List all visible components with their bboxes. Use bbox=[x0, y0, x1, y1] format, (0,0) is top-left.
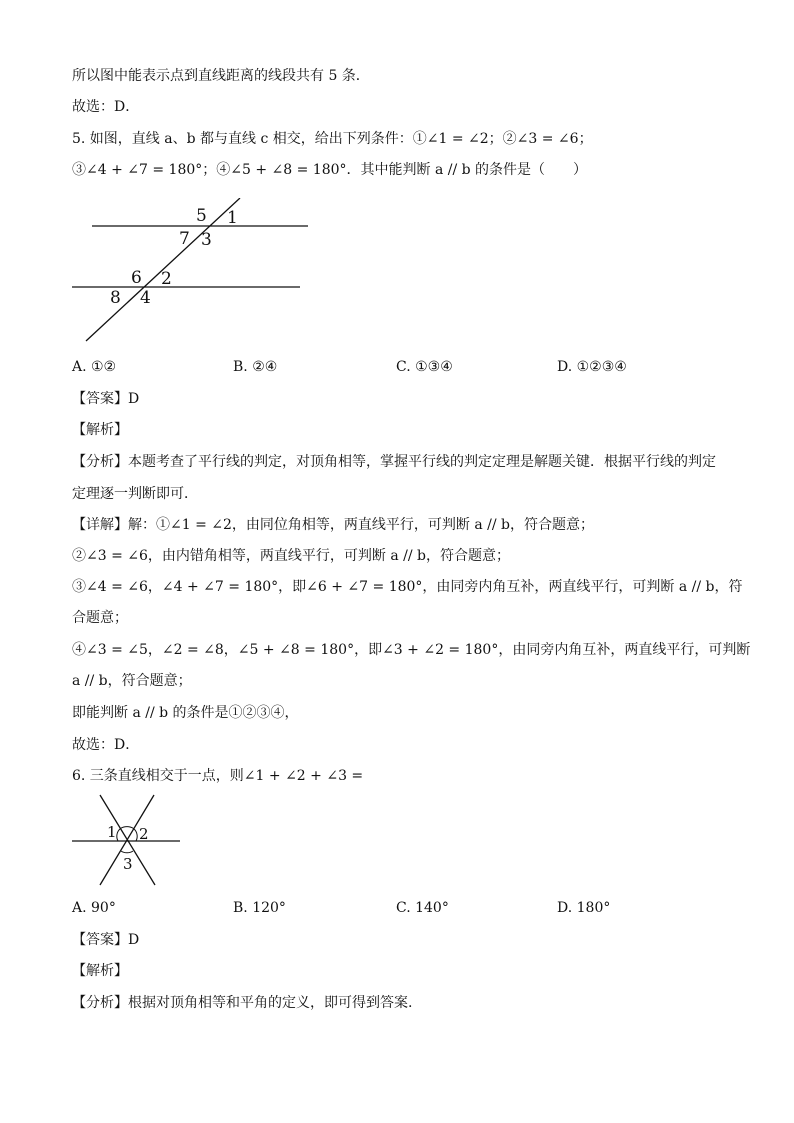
question-5-stem: ③∠4 + ∠7 = 180°；④∠5 + ∠8 = 180°．其中能判断 a // b 的条件是（ ） bbox=[72, 162, 588, 178]
angle-label: 5 bbox=[196, 206, 207, 226]
angle-label: 4 bbox=[140, 288, 151, 308]
question-5-stem: 5. 如图，直线 a、b 都与直线 c 相交，给出下列条件：①∠1 = ∠2；②∠3 = ∠6； bbox=[72, 131, 593, 147]
angle-label: 8 bbox=[110, 288, 121, 308]
figure-q5-parallel-lines bbox=[60, 198, 320, 346]
detail-text: ④∠3 = ∠5，∠2 = ∠8，∠5 + ∠8 = 180°，即∠3 + ∠2 = 180°，由同旁内角互补，两直线平行，可判断 bbox=[72, 642, 751, 658]
option-a: A. ①② bbox=[72, 359, 117, 375]
angle-arc bbox=[121, 827, 134, 829]
angle-label: 2 bbox=[139, 825, 149, 843]
option-d: D. ①②③④ bbox=[557, 359, 627, 375]
detail-text: 即能判断 a // b 的条件是①②③④， bbox=[72, 705, 299, 721]
angle-label: 1 bbox=[227, 208, 238, 228]
detail-text: 合题意； bbox=[72, 610, 128, 626]
option-b: B. 120° bbox=[233, 900, 286, 916]
option-d: D. 180° bbox=[557, 900, 611, 916]
angle-arc bbox=[134, 829, 138, 842]
text-line: 所以图中能表示点到直线距离的线段共有 5 条． bbox=[72, 68, 370, 84]
detail-text: 【详解】解：①∠1 = ∠2，由同位角相等，两直线平行，可判断 a // b，符合题意； bbox=[72, 517, 594, 533]
answer-label: 【答案】D bbox=[72, 932, 140, 948]
detail-text: ③∠4 = ∠6，∠4 + ∠7 = 180°，即∠6 + ∠7 = 180°，由同旁内角互补，两直线平行，可判断 a // b，符 bbox=[72, 579, 743, 595]
analysis-text: 【分析】根据对顶角相等和平角的定义，即可得到答案. bbox=[72, 995, 413, 1011]
text-line: 故选：D． bbox=[72, 99, 140, 115]
angle-arc bbox=[121, 851, 133, 853]
angle-label: 3 bbox=[201, 230, 212, 250]
detail-text: a // b，符合题意； bbox=[72, 673, 192, 689]
detail-text: ②∠3 = ∠6，由内错角相等，两直线平行，可判断 a // b，符合题意； bbox=[72, 548, 510, 564]
option-c: C. 140° bbox=[396, 900, 449, 916]
angle-label: 6 bbox=[131, 268, 142, 288]
option-b: B. ②④ bbox=[233, 359, 278, 375]
question-6-stem: 6. 三条直线相交于一点，则∠1 + ∠2 + ∠3 = bbox=[72, 768, 364, 784]
angle-label: 2 bbox=[161, 269, 172, 289]
analysis-heading: 【解析】 bbox=[72, 422, 128, 438]
angle-label: 3 bbox=[123, 855, 133, 873]
analysis-text: 定理逐一判断即可． bbox=[72, 486, 198, 502]
option-c: C. ①③④ bbox=[396, 359, 453, 375]
angle-label: 1 bbox=[107, 823, 117, 841]
angle-label: 7 bbox=[179, 229, 190, 249]
answer-label: 【答案】D bbox=[72, 391, 140, 407]
figure-q6-three-lines bbox=[70, 792, 185, 888]
angle-arc bbox=[117, 829, 121, 842]
analysis-heading: 【解析】 bbox=[72, 963, 128, 979]
option-a: A. 90° bbox=[72, 900, 116, 916]
analysis-text: 【分析】本题考查了平行线的判定，对顶角相等，掌握平行线的判定定理是解题关键．根据平行线的判定 bbox=[72, 454, 716, 470]
detail-text: 故选：D． bbox=[72, 737, 140, 753]
